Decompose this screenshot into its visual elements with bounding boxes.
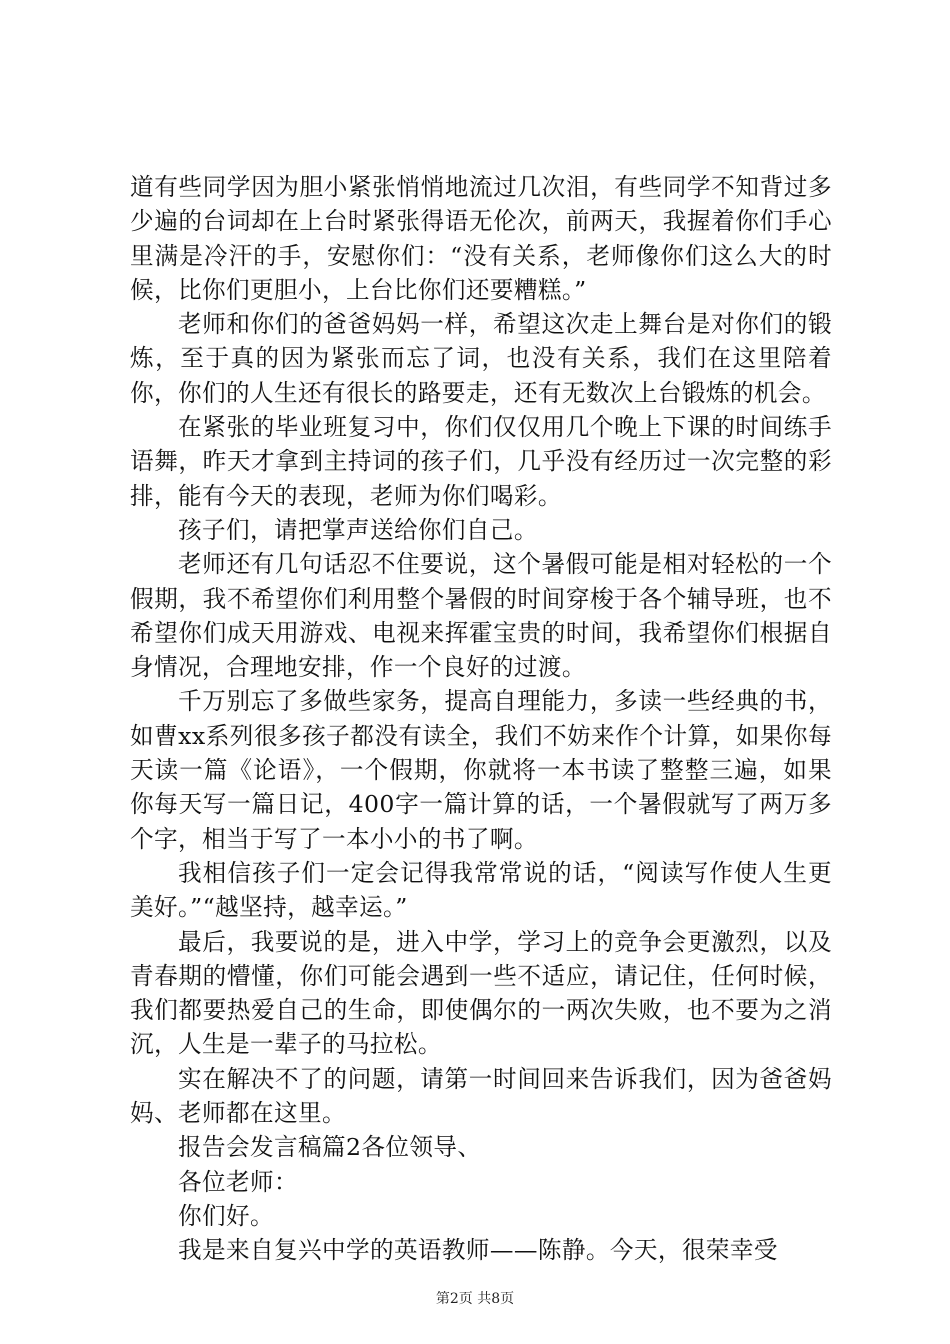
paragraph: 实在解决不了的问题，请第一时间回来告诉我们，因为爸爸妈妈、老师都在这里。 [130,1064,832,1128]
paragraph: 我是来自复兴中学的英语教师——陈静。今天，很荣幸受 [178,1236,778,1265]
paragraph: 我相信孩子们一定会记得我常常说的话，“阅读写作使人生更美好。”“越坚持，越幸运。” [130,858,832,922]
paragraph: 老师和你们的爸爸妈妈一样，希望这次走上舞台是对你们的锻炼，至于真的因为紧张而忘了词，也没有关系，我们在这里陪着你，你们的人生还有很长的路要走，还有无数次上台锻炼的机会。 [130,310,832,407]
paragraph: 在紧张的毕业班复习中，你们仅仅用几个晚上下课的时间练手语舞，昨天才拿到主持词的孩子们，几乎没有经历过一次完整的彩排，能有今天的表现，老师为你们喝彩。 [130,413,832,510]
salutation: 各位老师： [178,1167,298,1196]
paragraph: 千万别忘了多做些家务，提高自理能力，多读一些经典的书，如曹xx系列很多孩子都没有读全，我们不妨来作个计算，如果你每天读一篇《论语》，一个假期，你就将一本书读了整整三遍，如果你每天写一篇日记，400字一篇计算的话，一个暑假就写了两万多个字，相当于写了一本小小的书了啊。 [130,687,832,853]
paragraph: 道有些同学因为胆小紧张悄悄地流过几次泪，有些同学不知背过多少遍的台词却在上台时紧张得语无伦次，前两天，我握着你们手心里满是冷汗的手，安慰你们：“没有关系，老师像你们这么大的时候，比你们更胆小，上台比你们还要糟糕。” [130,173,832,304]
page-footer: 第2页 共8页 [435,1291,515,1307]
paragraph: 最后，我要说的是，进入中学，学习上的竞争会更激烈，以及青春期的懵懂，你们可能会遇到一些不适应，请记住，任何时候，我们都要热爱自己的生命，即使偶尔的一两次失败，也不要为之消沉，人生是一辈子的马拉松。 [130,927,832,1059]
document-body [130,170,832,1268]
paragraph: 老师还有几句话忍不住要说，这个暑假可能是相对轻松的一个假期，我不希望你们利用整个暑假的时间穿梭于各个辅导班，也不希望你们成天用游戏、电视来挥霍宝贵的时间，我希望你们根据自身情况，合理地安排，作一个良好的过渡。 [130,550,832,682]
section-heading: 报告会发言稿篇2各位领导、 [178,1133,482,1162]
paragraph: 孩子们，请把掌声送给你们自己。 [178,515,538,544]
greeting: 你们好。 [178,1201,274,1230]
